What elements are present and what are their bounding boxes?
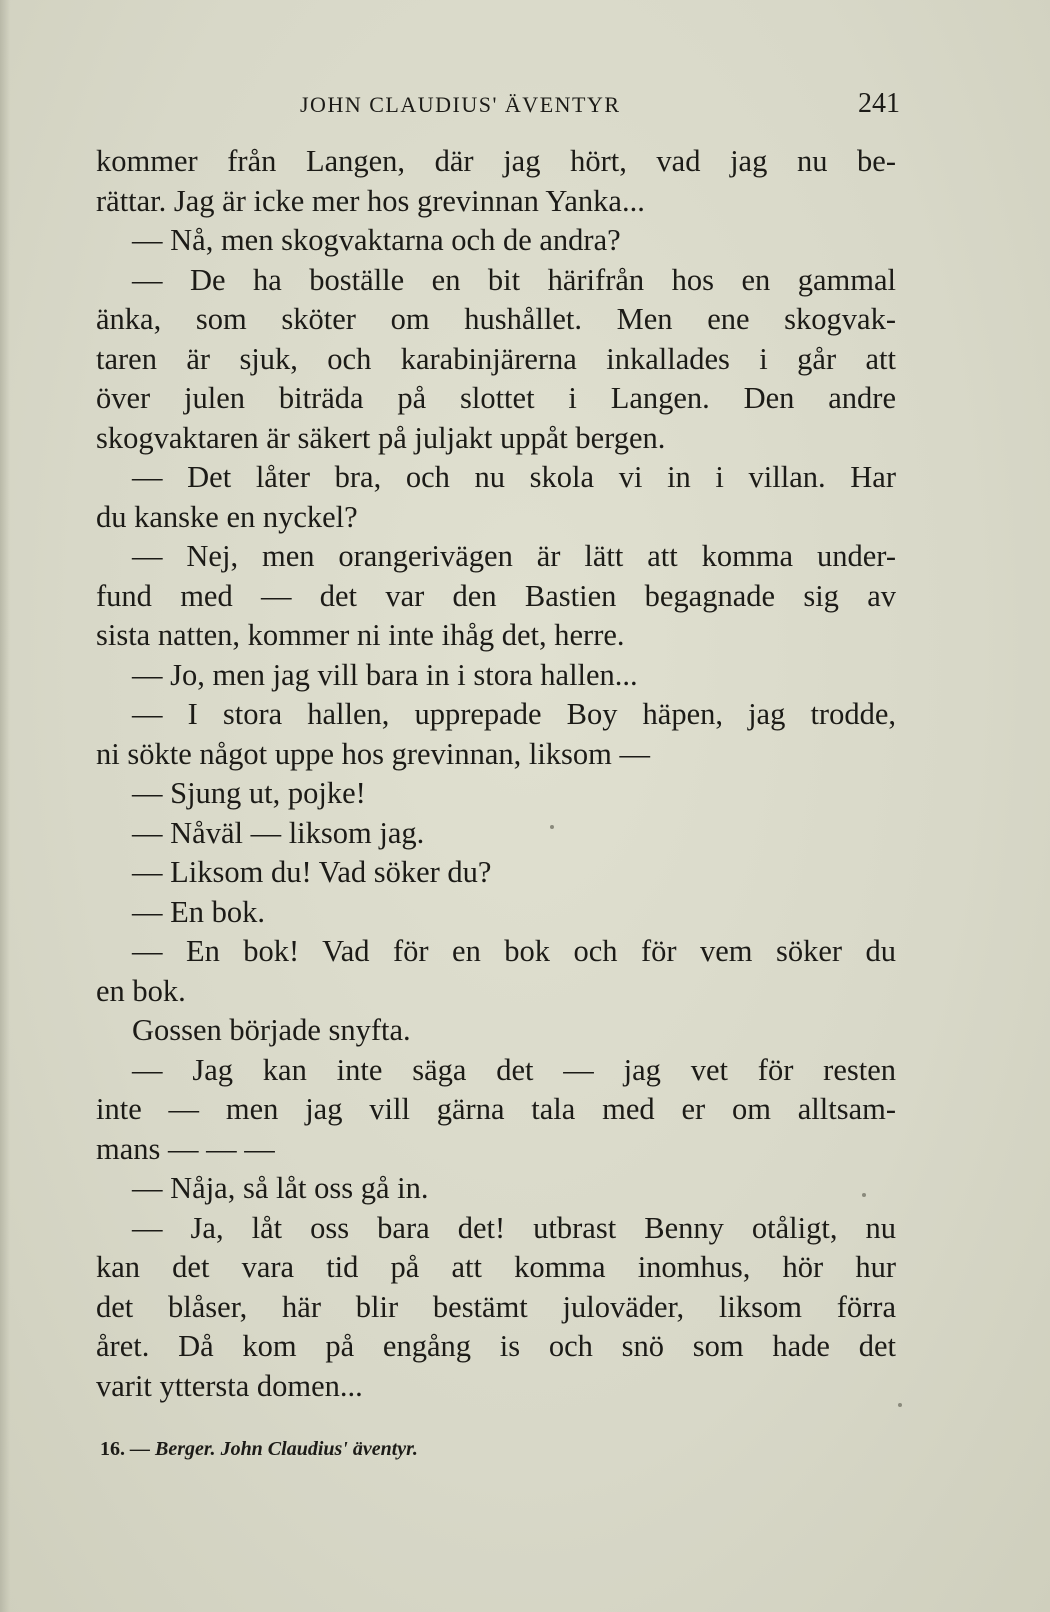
running-title: JOHN CLAUDIUS' ÄVENTYR — [300, 92, 621, 117]
text-line: Gossen började snyfta. — [132, 1013, 411, 1047]
text-line: — Sjung ut, pojke! — [132, 776, 366, 810]
text-line: — I stora hallen, upprepade Boy häpen, jag trodde, — [132, 697, 896, 731]
text-line: taren är sjuk, och karabinjärerna inkallades i går att — [96, 341, 896, 376]
text-line: en bok. — [96, 973, 186, 1008]
paper-speck — [862, 1193, 866, 1197]
text-line: — Jo, men jag vill bara in i stora hallen... — [132, 657, 638, 692]
text-line: rättar. Jag är icke mer hos grevinnan Yanka... — [96, 183, 645, 218]
footer-author: Berger. — [155, 1438, 216, 1460]
text-line: — Nåväl — liksom jag. — [132, 815, 425, 850]
footer-dash: — — [130, 1438, 150, 1460]
paper-speck — [898, 1403, 902, 1407]
text-line: fund med — det var den Bastien begagnade sig av — [96, 578, 896, 613]
text-line: änka, som sköter om hushållet. Men ene skogvak- — [96, 302, 896, 336]
text-line: ni sökte något uppe hos grevinnan, liksom — — [96, 736, 651, 771]
text-line: — Ja, låt oss bara det! utbrast Benny otåligt, nu — [132, 1210, 896, 1245]
text-line: — Nå, men skogvaktarna och de andra? — [132, 223, 621, 257]
text-line: du kanske en nyckel? — [96, 499, 358, 534]
text-line: — Nej, men orangerivägen är lätt att komma under- — [132, 539, 896, 573]
text-line: året. Då kom på engång is och snö som hade det — [96, 1329, 896, 1363]
text-line: varit yttersta domen... — [96, 1368, 363, 1403]
footer-book-title: John Claudius' äventyr. — [220, 1438, 418, 1460]
text-line: — Jag kan inte säga det — jag vet för resten — [132, 1052, 896, 1087]
paper-speck — [550, 825, 554, 829]
text-line: — En bok! Vad för en bok och för vem söker du — [132, 934, 896, 968]
text-line: inte — men jag vill gärna tala med er om alltsam- — [96, 1092, 896, 1126]
footer-signature — [100, 1438, 418, 1461]
text-line: — Det låter bra, och nu skola vi in i villan. Har — [132, 460, 896, 494]
text-line: — En bok. — [132, 894, 266, 929]
text-line: det blåser, här blir bestämt juloväder, liksom förra — [96, 1289, 896, 1324]
text-line: mans — — — — [96, 1131, 275, 1166]
text-line: — Nåja, så låt oss gå in. — [132, 1171, 429, 1205]
page-edge-shadow — [0, 0, 10, 1612]
text-line: kan det vara tid på att komma inomhus, hör hur — [96, 1250, 896, 1284]
text-line: — Liksom du! Vad söker du? — [132, 855, 492, 889]
text-line: — De ha boställe en bit härifrån hos en gammal — [132, 262, 896, 297]
text-line: skogvaktaren är säkert på juljakt uppåt bergen. — [96, 420, 666, 455]
text-line: kommer från Langen, där jag hört, vad jag nu be- — [96, 144, 896, 178]
signature-mark: 16. — [100, 1438, 125, 1460]
page-number: 241 — [858, 88, 900, 119]
body-text — [96, 142, 896, 1406]
page-header — [300, 88, 900, 128]
text-line: över julen biträda på slottet i Langen. Den andre — [96, 381, 896, 415]
text-line: sista natten, kommer ni inte ihåg det, herre. — [96, 618, 625, 652]
